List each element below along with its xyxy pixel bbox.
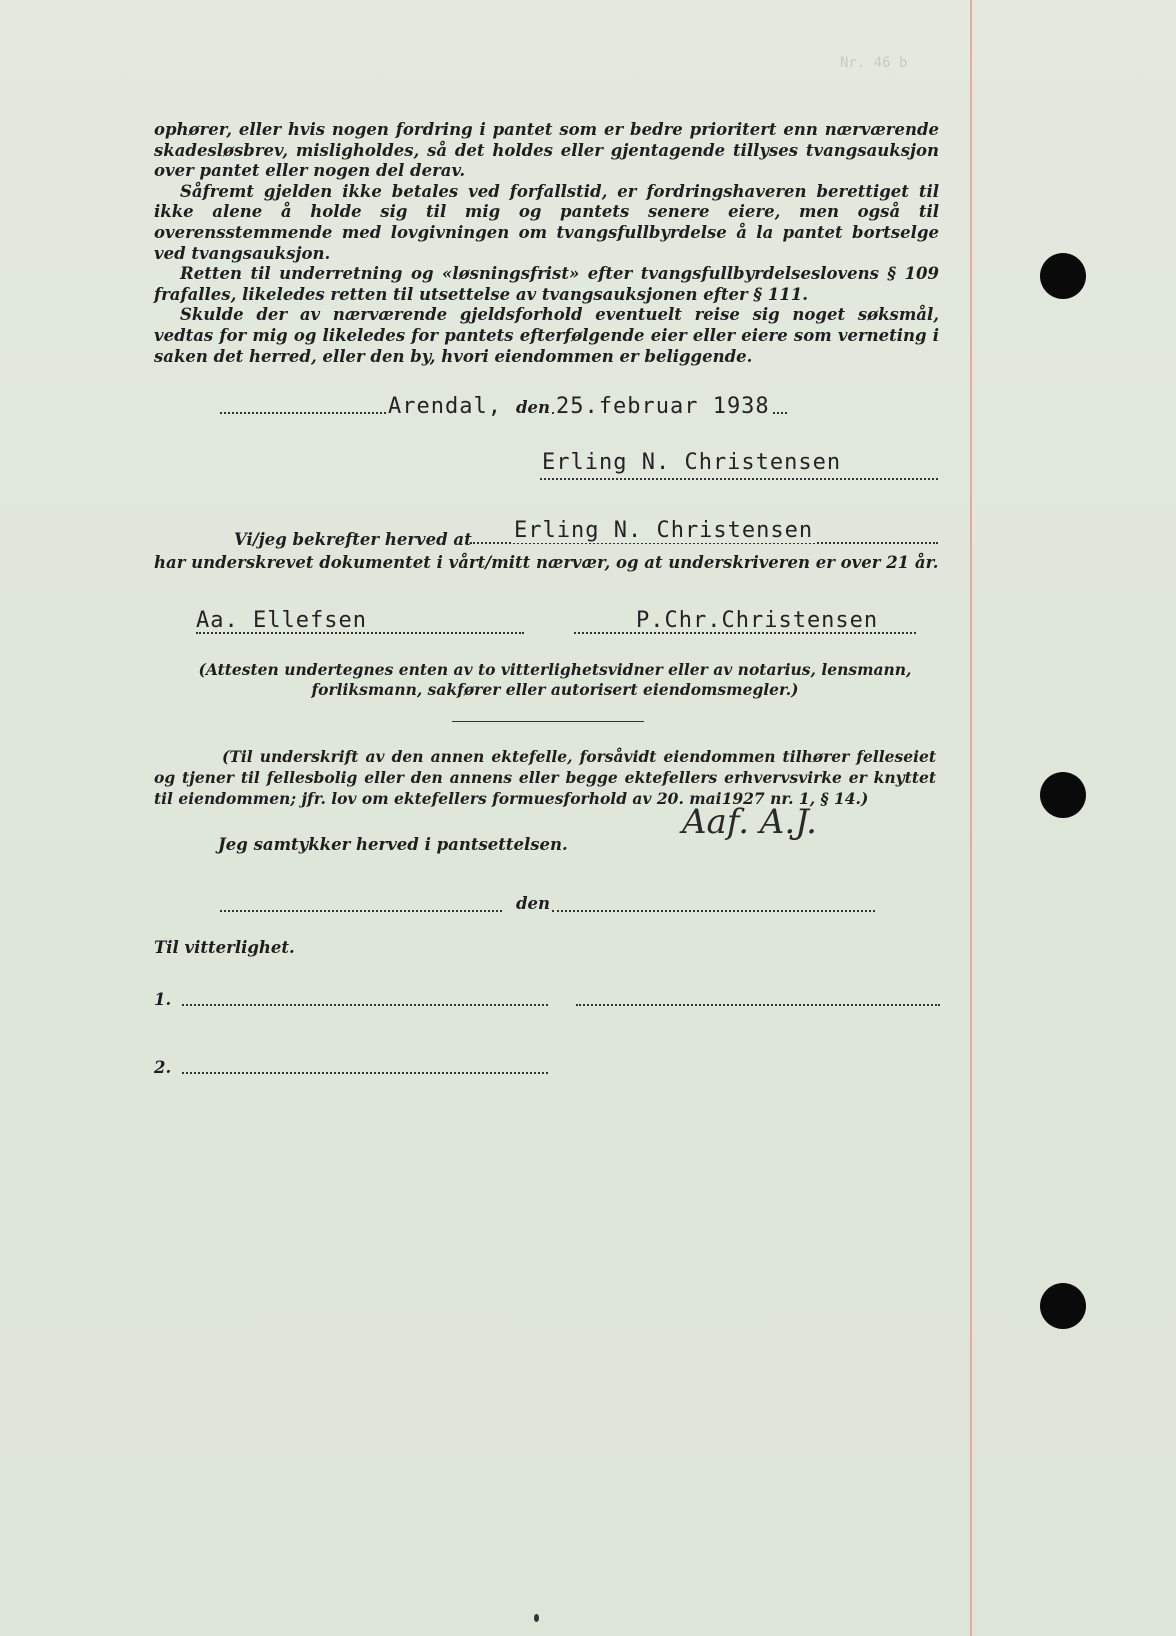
- dotted-line: [574, 632, 916, 634]
- witness-heading: Til vitterlighet.: [154, 938, 295, 957]
- red-margin-line: [970, 0, 972, 1636]
- dotted-line: [196, 632, 524, 634]
- confirmation-name: Erling N. Christensen: [514, 518, 814, 543]
- spouse-note: (Til underskrift av den annen ektefelle, forsåvidt eiendommen tilhører felleseiet og tjener til fellesbolig eller den annens eller begge ektefellers erhvervsvirke er knyttet til eiendommen; jfr. lov om ektefellers formuesforhold av 20. mai1927 nr. 1, § 14.): [154, 747, 936, 808]
- handwritten-initials: Aaf. A.J.: [682, 802, 817, 842]
- paragraph: Skulde der av nærværende gjeldsforhold eventuelt reise sig noget søksmål, vedtas for mig og likeledes for pantets efterfølgende eier eller eiere som verneting i saken det herred, eller den by, hvori eiendommen er beliggende.: [154, 305, 939, 366]
- separator-rule: [452, 721, 644, 722]
- paragraph: Retten til underretning og «løsningsfrist» efter tvangsfullbyrdelseslovens § 109 frafalles, likeledes retten til utsettelse av tvangsauksjonen efter § 111.: [154, 264, 939, 304]
- bleed-through-header: Nr. 46 b: [840, 55, 908, 71]
- punch-hole: [1040, 772, 1086, 818]
- ink-mark: [534, 1614, 539, 1622]
- body-text: [154, 120, 939, 367]
- confirmation-prefix: Vi/jeg bekrefter herved at: [234, 530, 472, 549]
- date-value: 25.februar 1938: [556, 394, 770, 419]
- witness-number: 2.: [154, 1058, 172, 1077]
- punch-hole: [1040, 253, 1086, 299]
- confirmation-line2: har underskrevet dokumentet i vårt/mitt nærvær, og at underskriveren er over 21 år.: [154, 553, 939, 572]
- den-label: den: [516, 398, 551, 417]
- dotted-line: [552, 910, 875, 912]
- witness-1-name: Aa. Ellefsen: [196, 608, 367, 633]
- witness-number: 1.: [154, 990, 172, 1009]
- dotted-line: [220, 910, 502, 912]
- dotted-line: [540, 478, 938, 480]
- witness-2-name: P.Chr.Christensen: [636, 608, 879, 633]
- attest-note: (Attesten undertegnes enten av to vitterlighetsvidner eller av notarius, lensmann, forliksmann, sakfører eller autorisert eiendomsmegler.): [198, 660, 912, 699]
- paragraph: ophører, eller hvis nogen fordring i pantet som er bedre prioritert enn nærværende skadesløsbrev, misligholdes, så det holdes eller gjentagende tillyses tvangsauksjon over pantet eller nogen del derav.: [154, 120, 939, 181]
- punch-hole: [1040, 1283, 1086, 1329]
- consent-text: Jeg samtykker herved i pantsettelsen.: [218, 835, 568, 854]
- signer-typed-name: Erling N. Christensen: [542, 450, 842, 475]
- dotted-line: [182, 1004, 548, 1006]
- dotted-line: [182, 1072, 548, 1074]
- date-place: Arendal,: [388, 394, 502, 419]
- dotted-line: [576, 1004, 940, 1006]
- den-label-2: den: [516, 894, 551, 913]
- paragraph: Såfremt gjelden ikke betales ved forfallstid, er fordringshaveren berettiget til ikke alene å holde sig til mig og pantets senere eiere, men også til overensstemmende med lovgivningen om tvangsfullbyrdelse å la pantet bortselge ved tvangsauksjon.: [154, 181, 939, 263]
